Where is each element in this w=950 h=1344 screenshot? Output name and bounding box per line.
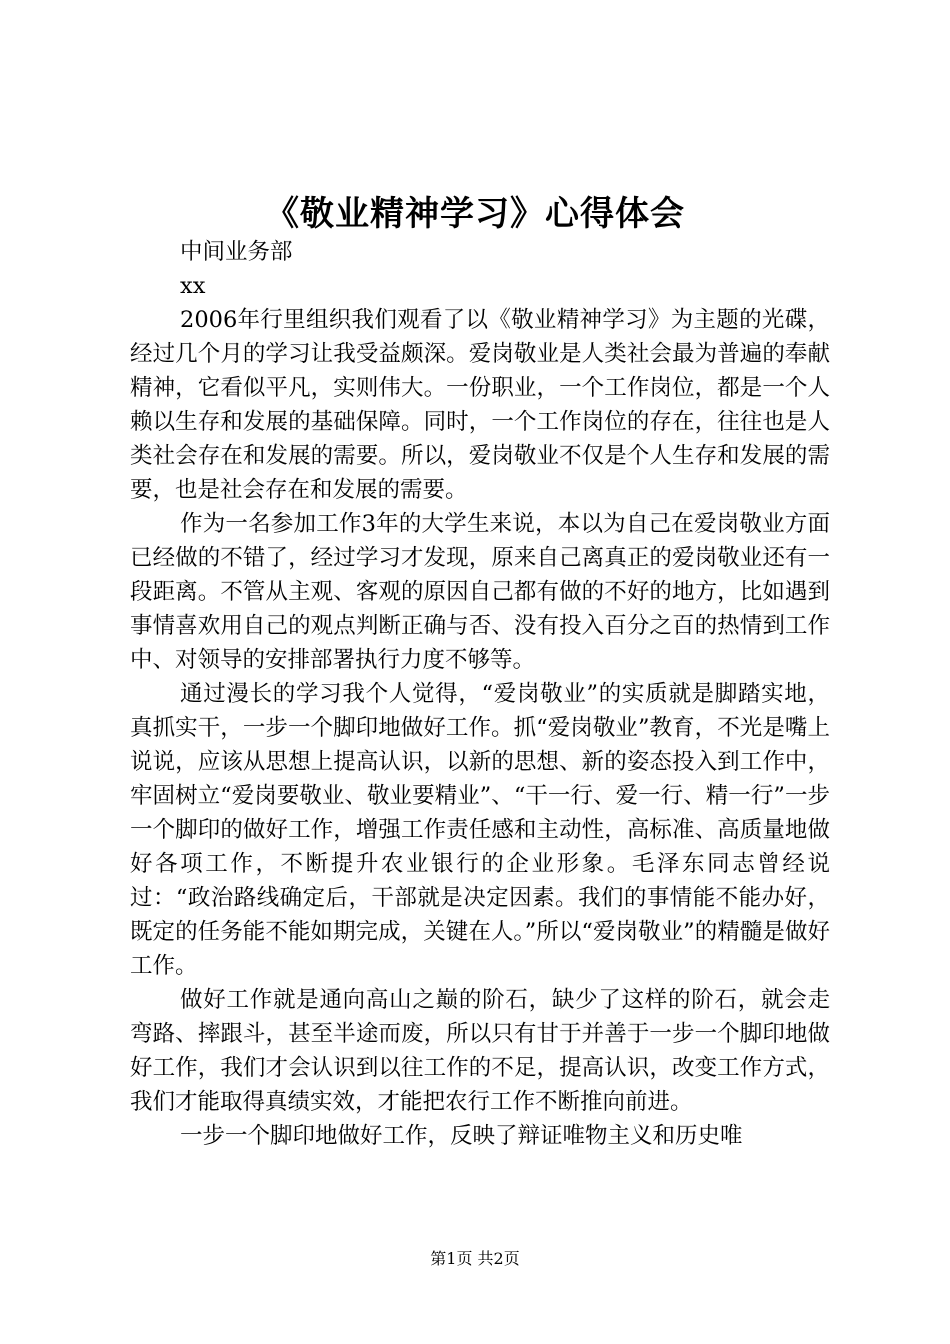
paragraph: 做好工作就是通向高山之巅的阶石，缺少了这样的阶石，就会走弯路、摔跟斗，甚至半途而废，所以只有甘于并善于一步一个脚印地做好工作，我们才会认识到以往工作的不足，提高认识，改变工作方式，我们才能取得真绩实效，才能把农行工作不断推向前进。 — [130, 987, 830, 1115]
page-number-footer: 第1页 共2页 — [430, 1249, 520, 1268]
paragraph: 2006年行里组织我们观看了以《敬业精神学习》为主题的光碟，经过几个月的学习让我受益颇深。爱岗敬业是人类社会最为普遍的奉献精神，它看似平凡，实则伟大。一份职业，一个工作岗位，都是一个人赖以生存和发展的基础保障。同时，一个工作岗位的存在，往往也是人类社会存在和发展的需要。所以，爱岗敬业不仅是个人生存和发展的需要，也是社会存在和发展的需要。 — [130, 307, 830, 503]
paragraph: 作为一名参加工作3年的大学生来说，本以为自己在爱岗敬业方面已经做的不错了，经过学习才发现，原来自己离真正的爱岗敬业还有一段距离。不管从主观、客观的原因自己都有做的不好的地方，比如遇到事情喜欢用自己的观点判断正确与否、没有投入百分之百的热情到工作中、对领导的安排部署执行力度不够等。 — [130, 511, 830, 673]
paragraph: 通过漫长的学习我个人觉得，“爱岗敬业”的实质就是脚踏实地，真抓实干，一步一个脚印地做好工作。抓“爱岗敬业”教育，不光是嘴上说说，应该从思想上提高认识，以新的思想、新的姿态投入到工作中，牢固树立“爱岗要敬业、敬业要精业”、“干一行、爱一行、精一行”一步一个脚印的做好工作，增强工作责任感和主动性，高标准、高质量地做好各项工作，不断提升农业银行的企业形象。毛泽东同志曾经说过：“政治路线确定后，干部就是决定因素。我们的事情能不能办好，既定的任务能不能如期完成，关键在人。”所以“爱岗敬业”的精髓是做好工作。 — [130, 681, 830, 979]
document-title: 《敬业精神学习》心得体会 — [265, 194, 685, 234]
department-line: 中间业务部 — [180, 239, 293, 265]
author-line: xx — [180, 273, 206, 299]
document-body — [130, 235, 830, 1153]
paragraph: 一步一个脚印地做好工作，反映了辩证唯物主义和历史唯 — [180, 1123, 743, 1149]
